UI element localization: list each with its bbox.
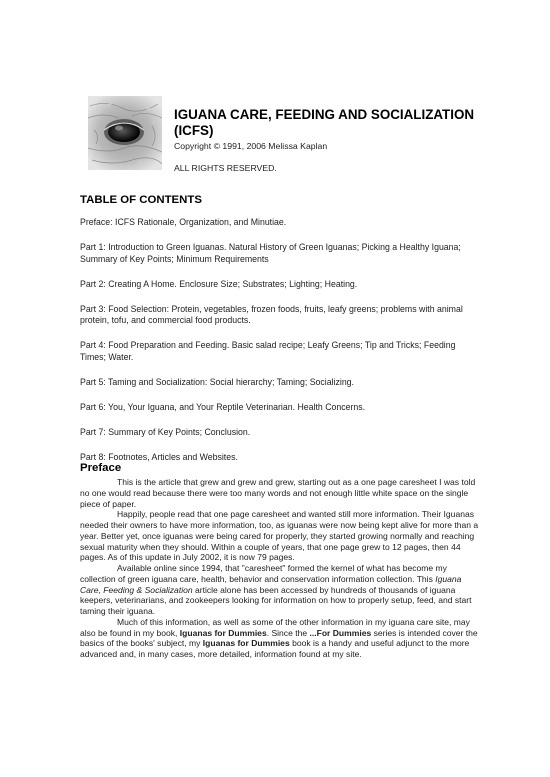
document-title	[174, 107, 494, 139]
p4-text-a: Much of this information, as well as some of the other information in my iguana care site, may also be found in my book,	[80, 616, 470, 638]
p4-series-name: ...For Dummies	[309, 627, 372, 638]
copyright-line: Copyright © 1991, 2006 Melissa Kaplan	[174, 141, 328, 151]
p3-text-a: Available online since 1994, that "caresheet" formed the kernel of what has become my collection of green iguana care, health, behavior and conservation information collection. This	[80, 563, 447, 584]
preface-paragraph-1: This is the article that grew and grew and grew, starting out as a one page caresheet I was told no one would read because there were too many words and not enough little white space on the single piece of paper.	[80, 477, 476, 509]
title-line-2: (ICFS)	[174, 123, 214, 138]
p4-text-d: book is a handy and useful adjunct to the more advanced and, in many cases, more detailed, information found at my site.	[80, 638, 470, 659]
toc-entry-part-1: Part 1: Introduction to Green Iguanas. Natural History of Green Iguanas; Picking a Healthy Iguana; Summary of Key Points; Minimum Requirements	[80, 242, 461, 264]
p3-article-title: Iguana Care, Feeding & Socialization	[80, 573, 462, 595]
toc-entry-part-4: Part 4: Food Preparation and Feeding. Basic salad recipe; Leafy Greens; Tip and Tricks; Feeding Times; Water.	[80, 340, 456, 362]
toc-entry-part-5: Part 5: Taming and Socialization: Social hierarchy; Taming; Socializing.	[80, 376, 354, 387]
p4-book-title-1: Iguanas for Dummies	[179, 627, 267, 638]
toc-entry-part-7: Part 7: Summary of Key Points; Conclusion.	[80, 426, 251, 437]
title-line-1: IGUANA CARE, FEEDING AND SOCIALIZATION	[174, 107, 475, 122]
toc-heading: TABLE OF CONTENTS	[80, 194, 202, 206]
toc-entry-part-2: Part 2: Creating A Home. Enclosure Size; Substrates; Lighting; Heating.	[80, 278, 358, 289]
toc-entry-part-6: Part 6: You, Your Iguana, and Your Reptile Veterinarian. Health Concerns.	[80, 401, 366, 412]
toc-entry-part-8: Part 8: Footnotes, Articles and Websites.	[80, 451, 238, 462]
title-block	[174, 107, 494, 174]
preface-paragraph-4	[80, 617, 482, 660]
preface-heading: Preface	[80, 462, 122, 474]
preface-paragraph-2: Happily, people read that one page caresheet and wanted still more information. Their Iguanas needed their owners to have more information, too, as iguanas were now being kept alive for more than a year. Better yet, once iguanas were being cared for properly, they started growing normally and reaching sexual maturity when they should. Within a couple of years, that one page grew to 12 pages, then 44 pages. As of this update in July 2002, it is now 79 pages.	[80, 509, 479, 563]
table-of-contents	[80, 193, 480, 477]
toc-entry-part-3: Part 3: Food Selection: Protein, vegetables, frozen foods, fruits, leafy greens; problems with animal protein, tofu, and commercial food products.	[80, 303, 463, 325]
p4-text-c: series is intended cover the basics of the books' subject, my	[80, 627, 478, 649]
rights-line: ALL RIGHTS RESERVED.	[174, 163, 277, 173]
iguana-eye-photo-icon	[88, 96, 162, 170]
preface-paragraph-3	[80, 563, 482, 617]
toc-entry-preface: Preface: ICFS Rationale, Organization, and Minutiae.	[80, 217, 287, 227]
preface-section	[80, 461, 482, 660]
p4-book-title-2: Iguanas for Dummies	[202, 638, 290, 649]
p3-text-b: article alone has been accessed by hundreds of thousands of iguana keepers, veterinarians, and zookeepers looking for information on how to properly setup, feed, and start taming their iguana.	[80, 584, 472, 616]
p4-text-b: . Since the	[266, 627, 310, 638]
